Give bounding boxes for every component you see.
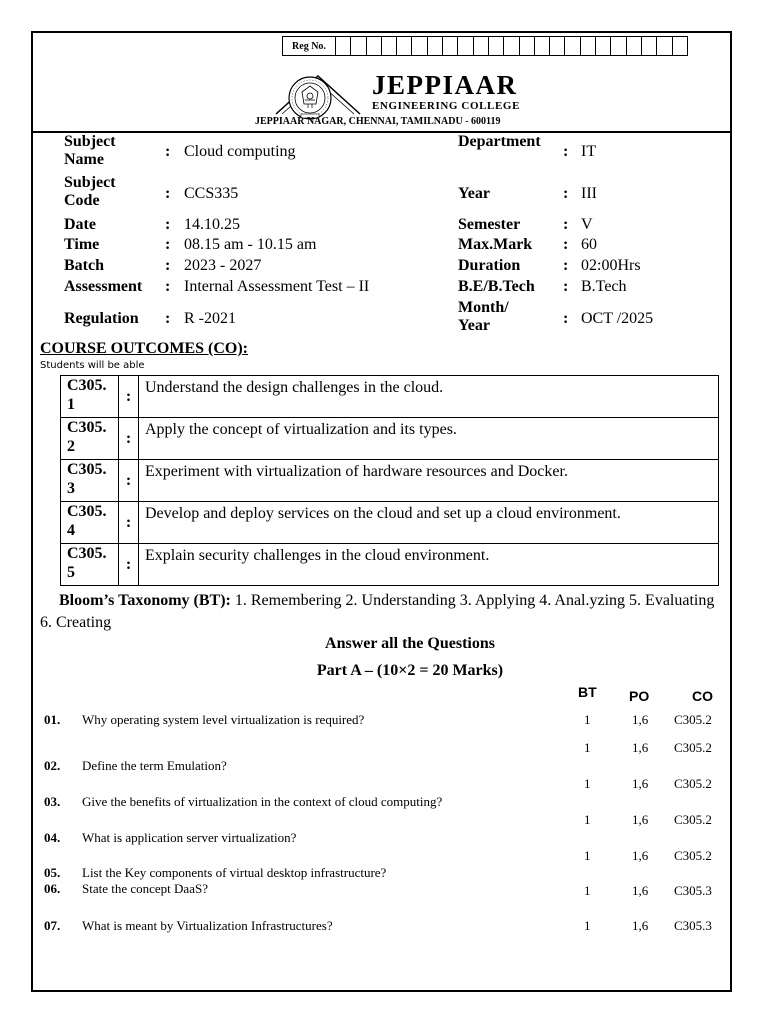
colon: :	[165, 310, 171, 327]
question-co: C305.2	[674, 740, 712, 755]
question-bt: 1	[584, 776, 591, 791]
co-description: Experiment with virtualization of hardware resources and Docker.	[139, 460, 719, 502]
co-description: Apply the concept of virtualization and its types.	[139, 418, 719, 460]
colon: :	[563, 236, 569, 253]
question-bt: 1	[584, 712, 591, 727]
reg-no-box	[642, 36, 657, 56]
reg-no-box	[611, 36, 626, 56]
department-value: IT	[581, 143, 597, 160]
batch-value: 2023 - 2027	[184, 257, 262, 274]
semester-label: Semester	[458, 216, 521, 233]
co-description: Explain security challenges in the cloud environment.	[139, 544, 719, 586]
question-po: 1,6	[632, 712, 649, 727]
max-mark-label: Max.Mark	[458, 236, 533, 253]
co-code: C305. 4	[61, 502, 119, 544]
question-bt: 1	[584, 918, 591, 933]
reg-no-box	[489, 36, 504, 56]
colon: :	[119, 376, 139, 418]
reg-no-box	[458, 36, 473, 56]
reg-no-box	[382, 36, 397, 56]
reg-no-label: Reg No.	[282, 36, 336, 56]
colon: :	[165, 236, 171, 253]
batch-label: Batch	[64, 257, 104, 274]
question-bt: 1	[584, 848, 591, 863]
question-number: 07.	[44, 918, 61, 933]
colon: :	[119, 418, 139, 460]
colon: :	[165, 143, 171, 160]
time-label: Time	[64, 236, 100, 253]
year-value: III	[581, 185, 597, 202]
question-bt: 1	[584, 740, 591, 755]
question-text: What is application server virtualization?	[82, 830, 297, 845]
colon: :	[563, 257, 569, 274]
table-row	[61, 502, 719, 544]
instructions: Answer all the Questions	[325, 635, 495, 652]
department-label: Department	[458, 133, 541, 150]
reg-no-box	[504, 36, 519, 56]
reg-no-box	[581, 36, 596, 56]
question-co: C305.3	[674, 918, 712, 933]
reg-no-box	[397, 36, 412, 56]
question-text: List the Key components of virtual desktop infrastructure?	[82, 865, 387, 880]
question-po: 1,6	[632, 776, 649, 791]
reg-no-box	[351, 36, 366, 56]
question-co: C305.2	[674, 712, 712, 727]
time-value: 08.15 am - 10.15 am	[184, 236, 317, 253]
question-text: Why operating system level virtualization is required?	[82, 712, 365, 727]
blooms-label: Bloom’s Taxonomy (BT):	[59, 592, 231, 609]
reg-no-box	[550, 36, 565, 56]
assessment-value: Internal Assessment Test – II	[184, 278, 370, 295]
duration-label: Duration	[458, 257, 521, 274]
bt-header: BT	[578, 684, 597, 700]
table-row	[61, 376, 719, 418]
colon: :	[563, 310, 569, 327]
reg-no-field	[282, 36, 688, 56]
course-outcomes-subtitle: Students will be able	[40, 360, 145, 371]
co-description: Develop and deploy services on the cloud and set up a cloud environment.	[139, 502, 719, 544]
colon: :	[165, 185, 171, 202]
question-number: 02.	[44, 758, 61, 773]
subject-code-value: CCS335	[184, 185, 239, 202]
regulation-label: Regulation	[64, 310, 139, 327]
question-number: 06.	[44, 881, 61, 896]
question-bt: 1	[584, 883, 591, 898]
co-code: C305. 3	[61, 460, 119, 502]
co-code: C305. 2	[61, 418, 119, 460]
blooms-text: 1. Remembering 2. Understanding 3. Applying 4. Anal.yzing 5. Evaluating 6. Creating	[40, 592, 715, 631]
date-label: Date	[64, 216, 96, 233]
co-header: CO	[692, 688, 713, 704]
reg-no-box	[367, 36, 382, 56]
colon: :	[563, 143, 569, 160]
question-text: State the concept DaaS?	[82, 881, 208, 896]
reg-no-box	[443, 36, 458, 56]
regulation-value: R -2021	[184, 310, 236, 327]
question-number: 04.	[44, 830, 61, 845]
colon: :	[119, 544, 139, 586]
question-po: 1,6	[632, 883, 649, 898]
question-co: C305.2	[674, 812, 712, 827]
colon: :	[119, 460, 139, 502]
max-mark-value: 60	[581, 236, 597, 253]
table-row	[61, 544, 719, 586]
colon: :	[119, 502, 139, 544]
semester-value: V	[581, 216, 593, 233]
colon: :	[165, 278, 171, 295]
college-logo-icon	[268, 70, 368, 122]
question-text: Define the term Emulation?	[82, 758, 227, 773]
college-name: JEPPIAAR	[372, 70, 518, 100]
reg-no-box	[336, 36, 351, 56]
month-year-label: Month/ Year	[458, 299, 509, 334]
reg-no-box	[596, 36, 611, 56]
question-po: 1,6	[632, 740, 649, 755]
date-value: 14.10.25	[184, 216, 240, 233]
course-outcomes-table	[60, 375, 719, 586]
question-po: 1,6	[632, 848, 649, 863]
colon: :	[563, 278, 569, 295]
part-a-title: Part A – (10×2 = 20 Marks)	[316, 662, 504, 679]
college-subtitle: ENGINEERING COLLEGE	[372, 100, 521, 112]
table-row	[61, 418, 719, 460]
table-row	[61, 460, 719, 502]
question-co: C305.3	[674, 883, 712, 898]
colon: :	[165, 257, 171, 274]
question-number: 01.	[44, 712, 61, 727]
degree-label: B.E/B.Tech	[458, 278, 535, 295]
reg-no-box	[428, 36, 443, 56]
question-number: 03.	[44, 794, 61, 809]
year-label: Year	[458, 185, 490, 202]
co-code: C305. 5	[61, 544, 119, 586]
question-co: C305.2	[674, 848, 712, 863]
po-header: PO	[629, 688, 650, 704]
question-text: Give the benefits of virtualization in the context of cloud computing?	[82, 794, 443, 809]
reg-no-box	[412, 36, 427, 56]
subject-name-value: Cloud computing	[184, 143, 296, 160]
reg-no-box	[657, 36, 672, 56]
colon: :	[563, 185, 569, 202]
question-number: 05.	[44, 865, 61, 880]
subject-name-label: Subject Name	[64, 133, 116, 168]
co-description: Understand the design challenges in the cloud.	[139, 376, 719, 418]
reg-no-box	[474, 36, 489, 56]
co-code: C305. 1	[61, 376, 119, 418]
college-address: JEPPIAAR NAGAR, CHENNAI, TAMILNADU - 600119	[255, 116, 501, 127]
question-po: 1,6	[632, 812, 649, 827]
month-year-value: OCT /2025	[581, 310, 654, 327]
colon: :	[563, 216, 569, 233]
course-outcomes-title: COURSE OUTCOMES (CO):	[40, 340, 249, 357]
question-co: C305.2	[674, 776, 712, 791]
reg-no-box	[565, 36, 580, 56]
reg-no-box	[673, 36, 688, 56]
degree-value: B.Tech	[581, 278, 627, 295]
question-bt: 1	[584, 812, 591, 827]
reg-no-box	[520, 36, 535, 56]
colon: :	[165, 216, 171, 233]
reg-no-box	[627, 36, 642, 56]
duration-value: 02:00Hrs	[581, 257, 641, 274]
subject-code-label: Subject Code	[64, 174, 116, 209]
blooms-taxonomy	[40, 590, 720, 634]
question-text: What is meant by Virtualization Infrastructures?	[82, 918, 333, 933]
reg-no-box	[535, 36, 550, 56]
question-po: 1,6	[632, 918, 649, 933]
assessment-label: Assessment	[64, 278, 143, 295]
